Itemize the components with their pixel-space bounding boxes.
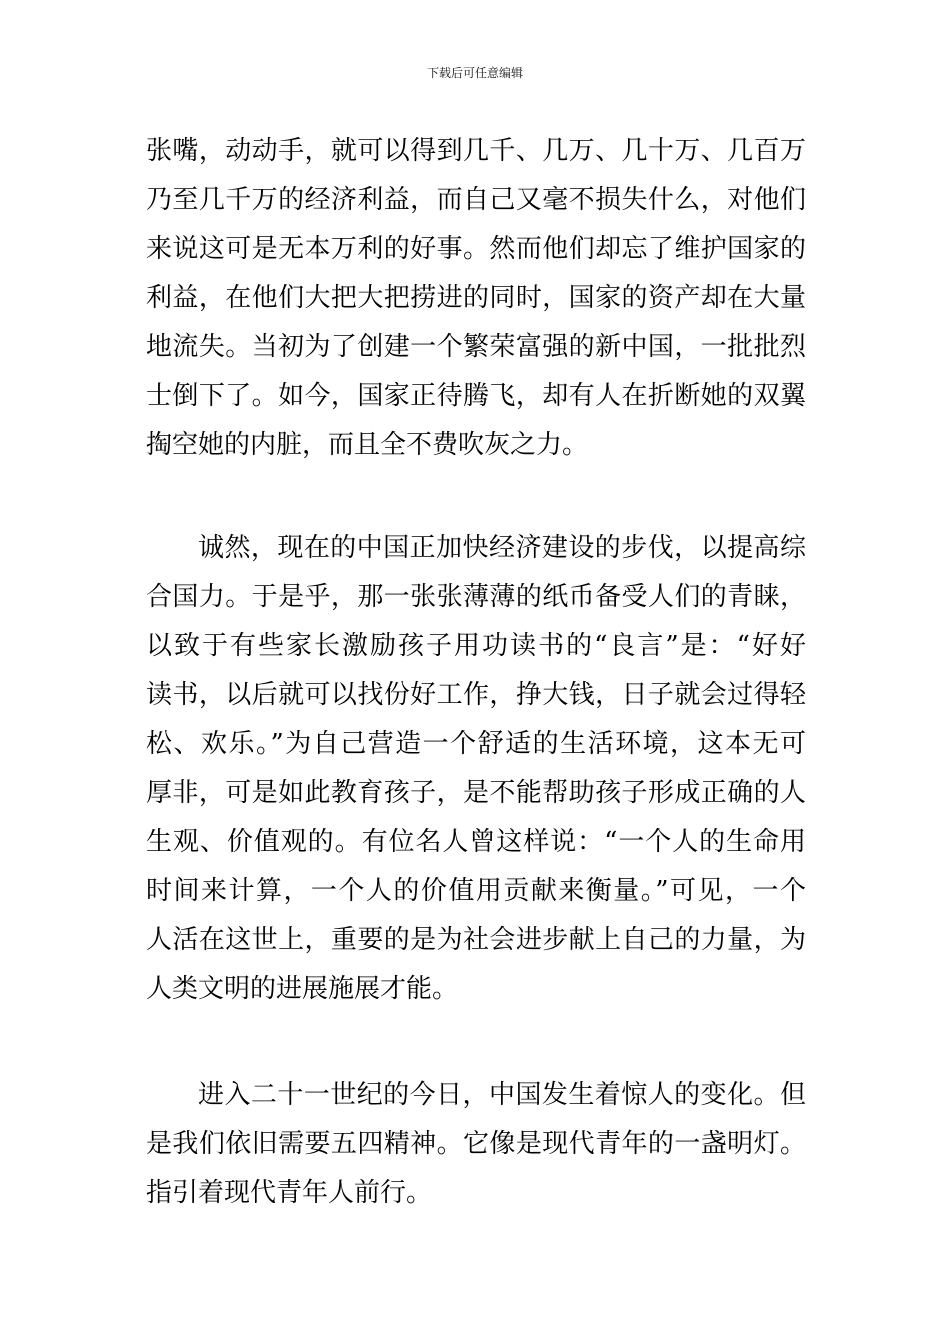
text-line: 诚然，现在的中国正加快经济建设的步伐，以提高综 (198, 533, 806, 563)
text-line: 指引着现代青年人前行。 (146, 1178, 433, 1208)
text-line: 张嘴，动动手，就可以得到几千、几万、几十万、几百万 (146, 136, 806, 166)
paragraph-1 (146, 127, 806, 470)
paragraph-2 (146, 524, 806, 1014)
text-line: 来说这可是无本万利的好事。然而他们却忘了维护国家的 (146, 234, 806, 264)
header-note: 下载后可任意编辑 (426, 66, 523, 80)
text-line: 掏空她的内脏，而且全不费吹灰之力。 (146, 430, 589, 460)
text-line: 人活在这世上，重要的是为社会进步献上自己的力量，为 (146, 925, 806, 955)
text-line: 时间来计算，一个人的价值用贡献来衡量。”可见，一个 (146, 876, 806, 906)
text-line: 是我们依旧需要五四精神。它像是现代青年的一盏明灯。 (146, 1129, 806, 1159)
text-line: 以致于有些家长激励孩子用功读书的“良言”是：“好好 (146, 631, 806, 661)
text-line: 士倒下了。如今，国家正待腾飞，却有人在折断她的双翼 (146, 381, 806, 411)
text-line: 松、欢乐。”为自己营造一个舒适的生活环境，这本无可 (146, 729, 806, 759)
text-line: 生观、价值观的。有位名人曾这样说：“一个人的生命用 (146, 827, 806, 857)
paragraph-3 (146, 1071, 806, 1218)
text-line: 地流失。当初为了创建一个繁荣富强的新中国，一批批烈 (146, 332, 806, 362)
text-line: 读书，以后就可以找份好工作，挣大钱，日子就会过得轻 (146, 680, 806, 710)
text-line: 利益，在他们大把大把捞进的同时，国家的资产却在大量 (146, 283, 806, 313)
text-line: 进入二十一世纪的今日，中国发生着惊人的变化。但 (198, 1080, 806, 1110)
text-line: 乃至几千万的经济利益，而自己又毫不损失什么，对他们 (146, 185, 806, 215)
text-line: 厚非，可是如此教育孩子，是不能帮助孩子形成正确的人 (146, 778, 806, 808)
text-line: 合国力。于是乎，那一张张薄薄的纸币备受人们的青睐， (146, 582, 806, 612)
text-line: 人类文明的进展施展才能。 (146, 974, 459, 1004)
